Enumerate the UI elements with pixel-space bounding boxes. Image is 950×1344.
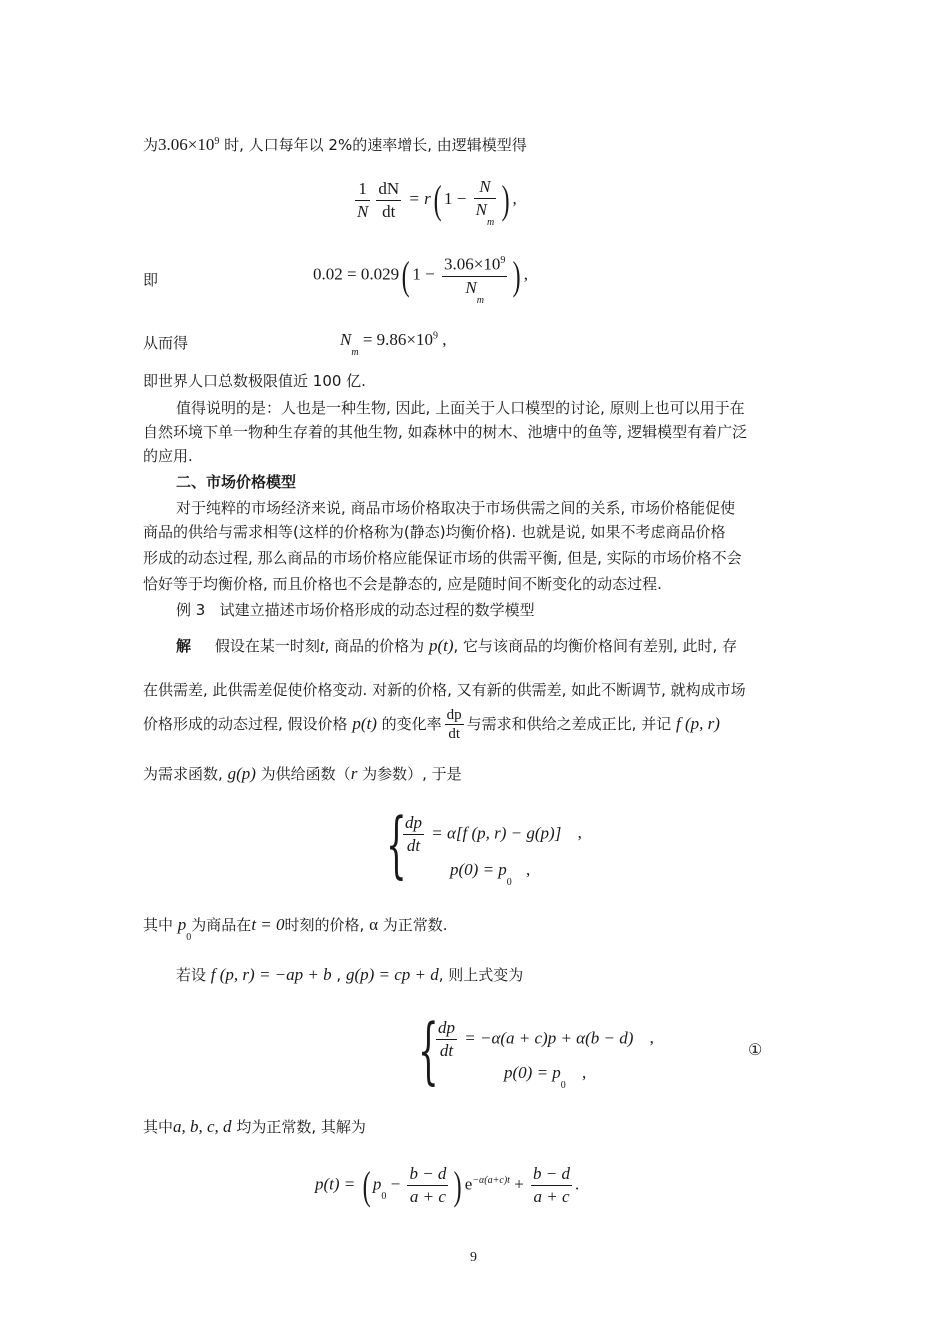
- init: p(0) = p: [450, 860, 507, 879]
- init-sub: 0: [560, 1080, 566, 1091]
- var-t0: t = 0: [251, 915, 285, 934]
- assumption-line: [176, 964, 523, 986]
- market-line-2: 商品的供给与需求相等(这样的价格称为(静态)均衡价格). 也就是说, 如果不考虑商品价格: [143, 523, 726, 541]
- text: , 则上式变为: [438, 966, 524, 984]
- system1-eq2: [450, 860, 531, 888]
- exp-e: e: [464, 1174, 473, 1194]
- one-minus: 1 −: [444, 188, 471, 208]
- frac-num: 1: [355, 178, 370, 201]
- frac-num: b − d: [531, 1163, 572, 1186]
- deriv-den: dt: [448, 726, 460, 742]
- intro-prefix: 为: [143, 136, 159, 154]
- var-p: p: [372, 1174, 382, 1194]
- intro-suffix: 时, 人口每年以 2%的速率增长, 由逻辑模型得: [219, 136, 527, 154]
- deriv-den: dt: [406, 836, 421, 855]
- left-brace: {: [418, 1008, 439, 1092]
- text: 价格形成的动态过程, 假设价格: [143, 715, 348, 733]
- rhs-exp: 9: [433, 330, 439, 342]
- text: ,: [331, 966, 342, 984]
- system2-eq1: [433, 1017, 654, 1062]
- text: , 商品的价格为: [324, 637, 425, 655]
- logistic-equation: $\frac{1}{N}$ $\frac{dN}{dt}$ = r( 1 − $\frac{N}{N_m}$ ) ,: [357, 177, 517, 228]
- one-minus: 1 −: [412, 264, 440, 284]
- text: 为需求函数,: [143, 765, 223, 783]
- var-pt: p(t): [428, 636, 454, 655]
- minus: −: [386, 1174, 405, 1194]
- text: 为供给函数（: [260, 765, 351, 783]
- left-brace: {: [386, 802, 407, 886]
- deriv-num: dp: [446, 707, 462, 723]
- label-ji: 即: [143, 271, 159, 289]
- var-r: r: [350, 764, 358, 783]
- example-label: 例 3: [176, 601, 206, 619]
- deriv-num: dp: [436, 1017, 457, 1040]
- market-line-3: 形成的动态过程, 那么商品的市场价格应能保证市场的供需平衡, 但是, 实际的市场价格不会: [143, 549, 742, 567]
- where-line-1: [143, 914, 448, 943]
- solution-line-4: [143, 763, 462, 785]
- frac-den: a + c: [533, 1187, 570, 1206]
- solution-line-1: [176, 635, 737, 657]
- frac-den: N: [357, 201, 369, 221]
- intro-line: [143, 131, 527, 156]
- expr-g: g(p) = cp + d: [345, 965, 439, 984]
- solution-formula: p(t) = ( $p_0$ − $\frac{b - d}{a + c}$ ) $e^{-\alpha(a+c)t}$ + $\frac{b - d}{a + c}$ .: [315, 1162, 580, 1208]
- numeric-equation: 0.02 = 0.029( 1 − $\frac{3.06\times 10^9}{N_m}$ ) ,: [313, 250, 528, 302]
- system2-eq2: [504, 1063, 587, 1091]
- vars: a, b, c, d: [173, 1117, 232, 1136]
- text: 为参数）, 于是: [362, 765, 462, 783]
- deriv-num: dp: [403, 812, 424, 835]
- frac-den: a + c: [409, 1187, 446, 1206]
- frac-den: N: [465, 277, 477, 297]
- where-line-2: [143, 1116, 366, 1138]
- limit-paragraph: 即世界人口总数极限值近 100 亿.: [143, 372, 366, 390]
- text: 均为正常数, 其解为: [236, 1118, 366, 1136]
- var-p-sub: 0: [186, 932, 192, 943]
- note-line-3: 的应用.: [143, 447, 193, 465]
- expr-f: f (p, r) = −ap + b: [210, 965, 332, 984]
- init-sub: 0: [506, 877, 512, 888]
- text: 与需求和供给之差成正比, 并记: [466, 715, 672, 733]
- lhs: p(t) =: [315, 1174, 360, 1194]
- text: 时刻的价格,: [284, 916, 365, 934]
- example-text: 试建立描述市场价格形成的动态过程的数学模型: [219, 601, 535, 619]
- tail: ,: [521, 860, 531, 879]
- solution-label: 解: [176, 637, 192, 655]
- frac-den-sub: m: [476, 294, 484, 306]
- plus: +: [509, 1174, 529, 1194]
- label-result: 从而得: [143, 334, 189, 352]
- init: p(0) = p: [504, 1063, 561, 1082]
- tail: ,: [645, 1028, 654, 1048]
- frac-num: b − d: [407, 1163, 448, 1186]
- tail: ,: [438, 330, 447, 349]
- text: 假设在某一时刻: [214, 637, 320, 655]
- market-line-4: 恰好等于均衡价格, 而且价格也不会是静态的, 应是随时间不断变化的动态过程.: [143, 575, 662, 593]
- text: 为商品在: [191, 916, 252, 934]
- var-p-sub: 0: [381, 1191, 387, 1203]
- tail: .: [575, 1174, 580, 1194]
- var-alpha: α: [369, 915, 378, 934]
- population-value: 3.06×10: [158, 135, 215, 154]
- deriv-den: dt: [382, 201, 396, 221]
- rhs: = −α(a + c)p + α(b − d): [460, 1028, 634, 1048]
- tail: ,: [523, 264, 528, 284]
- frac-den-sub: m: [486, 217, 495, 228]
- frac-num-exp: 9: [500, 255, 506, 266]
- note-line-2: 自然环境下单一物种生存着的其他生物, 如森林中的树木、池塘中的鱼等, 逻辑模型有着广泛: [143, 423, 748, 441]
- text: 为正常数.: [382, 916, 448, 934]
- var-f: f (p, r): [676, 714, 720, 733]
- result-equation: [340, 330, 447, 358]
- deriv-num: dN: [376, 178, 401, 201]
- text: 其中: [143, 1118, 174, 1136]
- frac-num: 3.06×10: [444, 254, 501, 274]
- lhs-sub: m: [351, 347, 359, 358]
- text: 的变化率: [381, 715, 442, 733]
- system1-eq1: [400, 812, 582, 857]
- lhs: 0.02 = 0.029: [313, 264, 400, 284]
- var-pt: p(t): [352, 714, 377, 733]
- eq-sign: = r: [404, 188, 431, 208]
- rhs: = 9.86×10: [358, 330, 434, 349]
- equation-number: ①: [748, 1040, 763, 1059]
- text: 其中: [143, 916, 174, 934]
- rhs: = α[f (p, r) − g(p)]: [427, 823, 562, 843]
- tail: ,: [573, 823, 582, 843]
- var-p: p: [177, 915, 187, 934]
- frac-den: N: [475, 200, 487, 219]
- lhs: N: [340, 330, 352, 349]
- solution-line-2: 在供需差, 此供需差促使价格变动. 对新的价格, 又有新的供需差, 如此不断调节, 就构成市场: [143, 681, 746, 699]
- text: 若设: [176, 966, 207, 984]
- tail: ,: [512, 188, 517, 208]
- var-g: g(p): [227, 764, 256, 783]
- section-title: 二、市场价格模型: [176, 473, 297, 491]
- example-heading: [176, 599, 535, 621]
- var-t: t: [319, 636, 325, 655]
- page-number: 9: [470, 1250, 477, 1265]
- frac-num: N: [474, 176, 497, 199]
- market-line-1: 对于纯粹的市场经济来说, 商品市场价格取决于市场供需之间的关系, 市场价格能促使: [176, 499, 736, 517]
- deriv-den: dt: [439, 1041, 454, 1060]
- tail: ,: [577, 1063, 587, 1082]
- text: , 它与该商品的均衡价格间有差别, 此时, 存: [453, 637, 738, 655]
- note-line-1: 值得说明的是：人也是一种生物, 因此, 上面关于人口模型的讨论, 原则上也可以用于在: [176, 399, 745, 417]
- population-exponent: 9: [214, 136, 220, 147]
- solution-line-3: [143, 706, 720, 743]
- exp-power: −α(a+c)t: [472, 1174, 510, 1186]
